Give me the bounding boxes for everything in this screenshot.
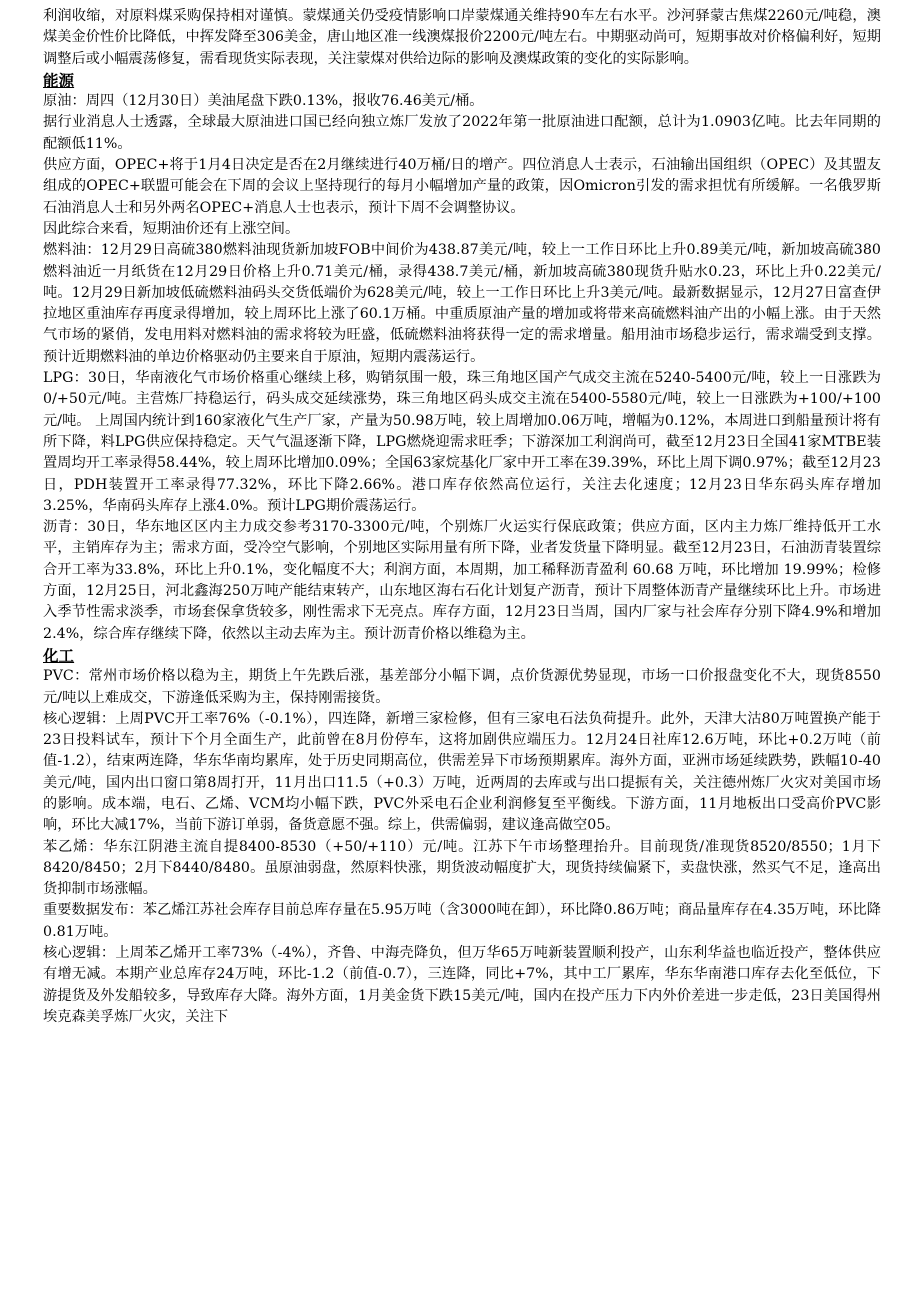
paragraph-styrene-data-release: 重要数据发布：苯乙烯江苏社会库存目前总库存量在5.95万吨（含3000吨在卸），环比降0.86万吨；商品量库存在4.35万吨，环比降0.81万吨。: [43, 902, 881, 940]
paragraph-opec-supply: 供应方面，OPEC+将于1月4日决定是否在2月继续进行40万桶/日的增产。四位消息人士表示，石油输出国组织（OPEC）及其盟友组成的OPEC+联盟可能会在下周的会议上坚持现行的每月小幅增加产量的政策，因Omicron引发的需求担忧有所缓解。一名俄罗斯石油消息人士和另外两名OPEC+消息人士也表示，预计下周不会调整协议。: [43, 157, 881, 216]
paragraph-styrene-core-logic: 核心逻辑：上周苯乙烯开工率73%（-4%），齐鲁、中海壳降负，但万华65万吨新装置顺利投产，山东利华益也临近投产，整体供应有增无减。本期产业总库存24万吨，环比-1.2（前值-0.7），三连降，同比+7%，其中工厂累库，华东华南港口库存去化至低位，下游提货及外发船较多，导致库存大降。海外方面，1月美金货下跌15美元/吨，国内在投产压力下内外价差进一步走低，23日美国得州埃克森美孚炼厂火灾，关注下: [43, 945, 881, 1025]
document-body: [43, 6, 881, 1028]
paragraph-import-quota: 据行业消息人士透露，全球最大原油进口国已经向独立炼厂发放了2022年第一批原油进口配额，总计为1.0903亿吨。比去年同期的配额低11%。: [43, 114, 881, 152]
paragraph-crude-oil: 原油：周四（12月30日）美油尾盘下跌0.13%，报收76.46美元/桶。: [43, 93, 484, 110]
paragraph-asphalt: 沥青：30日，华东地区区内主力成交参考3170-3300元/吨，个别炼厂火运实行保底政策；供应方面，区内主力炼厂维持低开工水平，主销库存为主；需求方面，受冷空气影响，个别地区实际用量有所下降，业者发货量下降明显。截至12月23日，石油沥青装置综合开工率为33.8%，环比上升0.1%，变化幅度不大；利润方面，本周期，加工稀释沥青盈利 60.68 万吨，环比增加 19.99%；检修方面，12月25日，河北鑫海250万吨产能结束转产，山东地区海右石化计划复产沥青，预计下周整体沥青产量继续环比上升。市场进入季节性需求淡季，市场套保拿货较多，刚性需求下无亮点。库存方面，12月23日当周，国内厂家与社会库存分别下降4.9%和增加2.4%，综合库存继续下降，依然以主动去库为主。预计沥青价格以维稳为主。: [43, 519, 881, 642]
paragraph-pvc: PVC：常州市场价格以稳为主，期货上午先跌后涨，基差部分小幅下调，点价货源优势显现，市场一口价报盘变化不大，现货8550元/吨以上难成交，下游逢低采购为主，保持刚需接货。: [43, 668, 881, 706]
paragraph-lpg: LPG：30日，华南液化气市场价格重心继续上移，购销氛围一般，珠三角地区国产气成交主流在5240-5400元/吨，较上一日涨跌为0/+50元/吨。主营炼厂持稳运行，码头成交延续涨势，珠三角地区码头成交主流在5400-5580元/吨，较上一日涨跌为+100/+100元/吨。 上周国内统计到160家液化气生产厂家，产量为50.98万吨，较上周增加0.06万吨，增幅为0.12%，本周进口到船量预计将有所下降，料LPG供应保持稳定。天气气温逐渐下降，LPG燃烧迎需求旺季；下游深加工利润尚可，截至12月23日全国41家MTBE装置周均开工率录得58.44%，较上周环比增加0.09%；全国63家烷基化厂家中开工率在39.39%，环比上周下调0.97%；截至12月23日，PDH装置开工率录得77.32%，环比下降2.66%。港口库存依然高位运行，关注去化速度；12月23日华东码头库存增加3.25%，华南码头库存上涨4.0%。预计LPG期价震荡运行。: [43, 370, 881, 514]
paragraph-oil-conclusion: 因此综合来看，短期油价还有上涨空间。: [43, 220, 300, 237]
section-heading-chemicals: 化工: [43, 645, 75, 665]
paragraph-styrene: 苯乙烯：华东江阴港主流自提8400-8530（+50/+110）元/吨。江苏下午市场整理抬升。目前现货/准现货8520/8550；1月下8420/8450；2月下8440/8480。虽原油弱盘，然原料快涨，期货波动幅度扩大，现货持续偏紧下，卖盘快涨，然买气不足，逢高出货抑制市场涨幅。: [43, 838, 881, 898]
paragraph-pvc-core-logic: 核心逻辑：上周PVC开工率76%（-0.1%），四连降，新增三家检修，但有三家电石法负荷提升。此外，天津大沽80万吨置换产能于23日投料试车，预计下个月全面生产，此前曾在8月份停车，这将加剧供应端压力。12月24日社库12.6万吨，环比+0.2万吨（前值-1.2），结束两连降，华东华南均累库，处于历史同期高位，供需差异下市场预期累库。海外方面，亚洲市场延续跌势，跌幅10-40美元/吨，国内出口窗口第8周打开，11月出口11.5（+0.3）万吨，近两周的去库或与出口提振有关，关注德州炼厂火灾对美国市场的影响。成本端，电石、乙烯、VCM均小幅下跌，PVC外采电石企业利润修复至平衡线。下游方面，11月地板出口受高价PVC影响，环比大减17%，当前下游订单弱，备货意愿不强。综上，供需偏弱，建议逢高做空05。: [43, 710, 881, 834]
section-heading-energy: 能源: [43, 70, 75, 90]
intro-paragraph: 利润收缩，对原料煤采购保持相对谨慎。蒙煤通关仍受疫情影响口岸蒙煤通关维持90车左右水平。沙河驿蒙古焦煤2260元/吨稳，澳煤美金价性价比降低，中挥发降至306美金，唐山地区准一线澳煤报价2200元/吨左右。中期驱动尚可，短期事故对价格偏利好，短期调整后或小幅震荡修复，需看现货实际表现，关注蒙煤对供给边际的影响及澳煤政策的变化的实际影响。: [43, 8, 881, 67]
paragraph-fuel-oil: 燃料油：12月29日高硫380燃料油现货新加坡FOB中间价为438.87美元/吨，较上一工作日环比上升0.89美元/吨，新加坡高硫380燃料油近一月纸货在12月29日价格上升0.71美元/桶，录得438.7美元/桶，新加坡高硫380现货升贴水0.23，环比上升0.22美元/吨。12月29日新加坡低硫燃料油码头交货低端价为628美元/吨，较上一工作日环比上升3美元/吨。最新数据显示，12月27日富查伊拉地区重油库存再度录得增加，较上周环比上涨了60.1万桶。中重质原油产量的增加或将带来高硫燃料油产出的小幅上涨。由于天然气市场的紧俏，发电用料对燃料油的需求将较为旺盛，低硫燃料油将获得一定的需求增量。船用油市场稳步运行，需求端受到支撑。预计近期燃料油的单边价格驱动仍主要来自于原油，短期内震荡运行。: [43, 242, 881, 365]
